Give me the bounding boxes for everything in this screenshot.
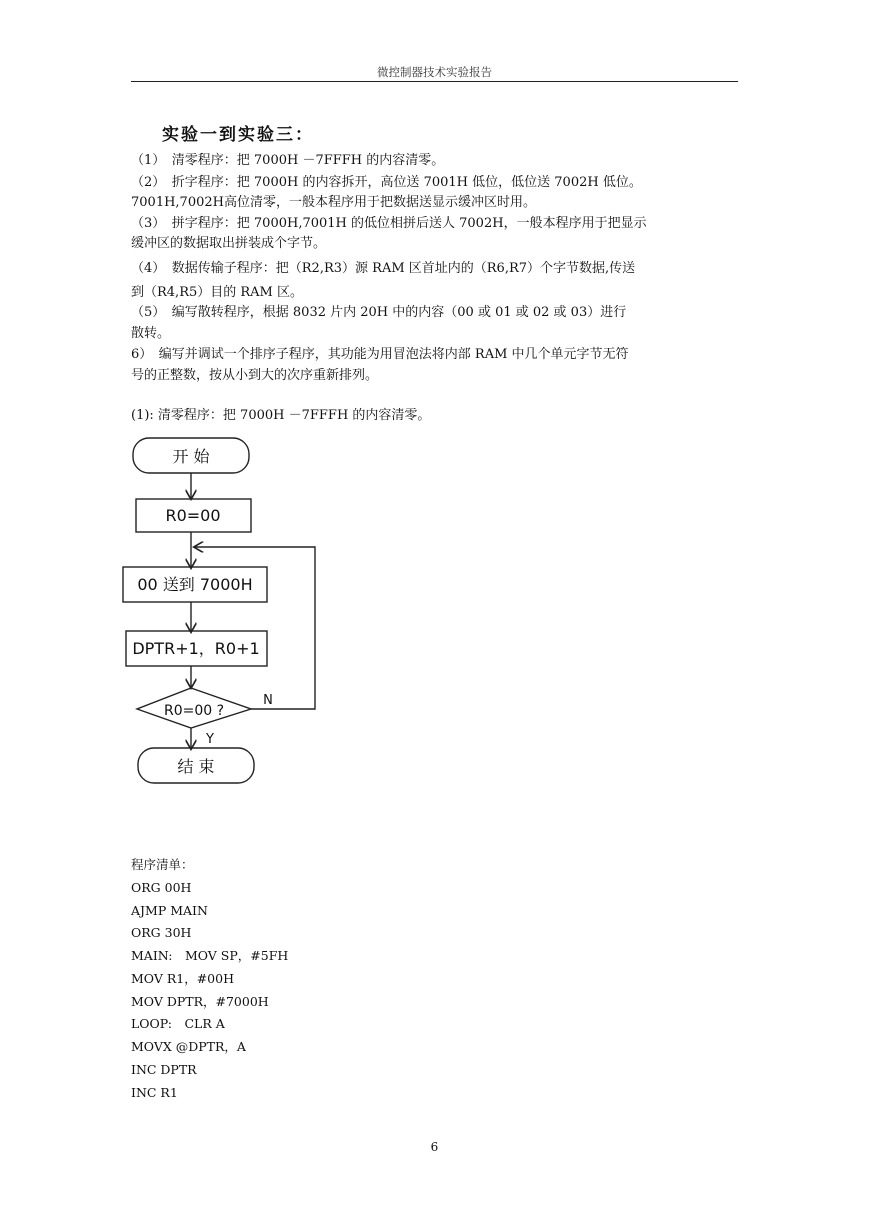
- task-6: 6） 编写并调试一个排序子程序，其功能为用冒泡法将内部 RAM 中几个单元字节无符: [131, 347, 629, 362]
- yes-branch-label: Y: [206, 732, 214, 747]
- code-line: ORG 00H: [131, 880, 192, 895]
- start-label: 开 始: [172, 447, 210, 466]
- task-2: （2） 折字程序：把 7000H 的内容拆开，高位送 7001H 低位，低位送 7002H 低位。: [131, 175, 642, 190]
- page-number: 6: [430, 1140, 439, 1154]
- task-5: （5） 编写散转程序，根据 8032 片内 20H 中的内容（00 或 01 或 02 或 03）进行: [131, 305, 627, 320]
- increment-label: DPTR+1，R0+1: [132, 639, 260, 658]
- task-4-continued: 到（R4,R5）目的 RAM 区。: [131, 285, 304, 300]
- task-5-continued: 散转。: [131, 326, 171, 341]
- no-branch-label: N: [263, 693, 273, 708]
- header-divider: [131, 81, 738, 82]
- code-line: INC R1: [131, 1085, 178, 1100]
- task-4: （4） 数据传输子程序：把（R2,R3）源 RAM 区首址内的（R6,R7）个字节数据,传送: [131, 261, 636, 276]
- end-label: 结 束: [177, 757, 215, 776]
- code-line: INC DPTR: [131, 1062, 197, 1077]
- code-line: MOV R1，#00H: [131, 971, 234, 986]
- code-line: MAIN: MOV SP，#5FH: [131, 948, 289, 963]
- page-header: 微控制器技术实验报告: [377, 65, 492, 79]
- decision-label: R0=00 ?: [163, 703, 225, 719]
- code-line: AJMP MAIN: [131, 903, 208, 918]
- task-3-continued: 缓冲区的数据取出拼装成个字节。: [131, 236, 327, 251]
- section-title: 实验一到实验三：: [162, 125, 314, 145]
- subsection-heading: (1): 清零程序：把 7000H －7FFFH 的内容清零。: [131, 408, 431, 423]
- code-line: MOVX @DPTR，A: [131, 1039, 246, 1054]
- code-line: LOOP: CLR A: [131, 1016, 225, 1031]
- init-label: R0=00: [165, 506, 221, 525]
- store-label: 00 送到 7000H: [137, 575, 253, 594]
- code-line: MOV DPTR，#7000H: [131, 994, 269, 1009]
- task-2-continued: 7001H,7002H高位清零，一般本程序用于把数据送显示缓冲区时用。: [131, 195, 536, 210]
- task-1: （1） 清零程序：把 7000H －7FFFH 的内容清零。: [131, 153, 445, 168]
- listing-heading: 程序清单：: [131, 857, 194, 872]
- flowchart: [120, 430, 330, 790]
- code-line: ORG 30H: [131, 925, 192, 940]
- task-6-continued: 号的正整数，按从小到大的次序重新排列。: [131, 368, 379, 383]
- task-3: （3） 拼字程序：把 7000H,7001H 的低位相拼后送人 7002H，一般本程序用于把显示: [131, 216, 647, 231]
- loop-back-arrow: [195, 547, 315, 709]
